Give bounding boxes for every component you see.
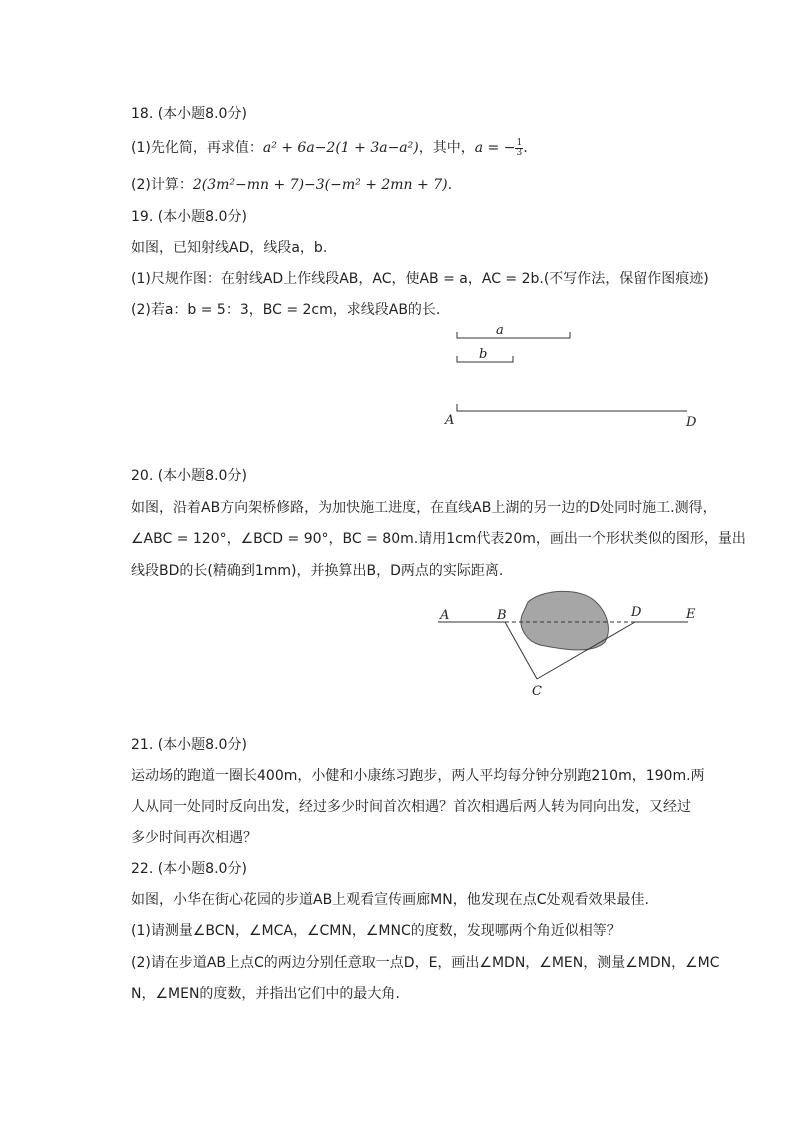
label-a: a	[496, 323, 504, 338]
q22-header: 22. (本小题8.0分)	[131, 861, 247, 877]
q19-part1: (1)尺规作图：在射线AD上作线段AB，AC，使AB = a，AC = 2b.(不写作法，保留作图痕迹)	[131, 271, 709, 287]
q20-line2: ∠ABC = 120°，∠BCD = 90°，BC = 80m.请用1cm代表20m，画出一个形状类似的图形，量出	[131, 531, 746, 547]
q18-part1-mid: ，其中，	[418, 140, 475, 156]
q18-header: 18. (本小题8.0分)	[131, 106, 247, 122]
ray-ad	[457, 404, 687, 411]
label-a: A	[440, 608, 450, 623]
fraction-denominator: 3	[516, 147, 523, 158]
label-c: C	[532, 684, 542, 699]
lake-shape	[521, 591, 608, 650]
q19-header: 19. (本小题8.0分)	[131, 209, 247, 225]
q20-line3: 线段BD的长(精确到1mm)，并换算出B，D两点的实际距离.	[131, 563, 504, 579]
segment-a	[457, 332, 570, 338]
q21-header: 21. (本小题8.0分)	[131, 737, 247, 753]
q22-part1: (1)请测量∠BCN，∠MCA，∠CMN，∠MNC的度数，发现哪两个角近似相等？	[131, 923, 621, 939]
q18-part2-end: .	[447, 177, 453, 193]
q18-part1-end: .	[523, 140, 528, 156]
q20-header: 20. (本小题8.0分)	[131, 468, 247, 484]
q18-part2-expression: 2(3m²−mn + 7)−3(−m² + 2mn + 7)	[192, 177, 448, 193]
q19-part2: (2)若a：b = 5：3，BC = 2cm，求线段AB的长.	[131, 302, 441, 318]
q18-part1-value-lhs: a = −	[474, 140, 516, 156]
label-e: E	[686, 607, 696, 622]
label-b: b	[479, 347, 488, 362]
q19-figure	[440, 318, 710, 433]
label-point-d: D	[686, 415, 697, 430]
q22-part2-line2: N，∠MEN的度数，并指出它们中的最大角.	[131, 986, 400, 1002]
q19-intro: 如图，已知射线AD，线段a，b.	[131, 240, 328, 256]
q18-part1-prefix: (1)先化简，再求值：	[131, 140, 263, 156]
q18-part1-expression: a² + 6a−2(1 + 3a−a²)	[262, 140, 419, 156]
q21-line1: 运动场的跑道一圈长400m，小健和小康练习跑步，两人平均每分钟分别跑210m，190m.两	[131, 768, 705, 784]
q18-part1	[131, 138, 528, 158]
q18-part2	[131, 175, 452, 195]
q20-line1: 如图，沿着AB方向架桥修路，为加快施工进度，在直线AB上湖的另一边的D处同时施工.测得，	[131, 500, 717, 516]
q18-part2-prefix: (2)计算：	[131, 177, 193, 193]
label-point-a: A	[445, 413, 455, 428]
q22-part2-line1: (2)请在步道AB上点C的两边分别任意取一点D，E，画出∠MDN，∠MEN，测量∠MDN，∠MC	[131, 955, 720, 971]
fraction-numerator: 1	[516, 137, 523, 148]
q21-line3: 多少时间再次相遇？	[131, 830, 257, 846]
label-d: D	[631, 605, 642, 620]
label-b: B	[497, 608, 507, 623]
q21-line2: 人从同一处同时反向出发，经过多少时间首次相遇？首次相遇后两人转为同向出发，又经过	[131, 799, 691, 815]
q22-intro: 如图，小华在街心花园的步道AB上观看宣传画廊MN，他发现在点C处观看效果最佳.	[131, 892, 649, 908]
q20-figure	[430, 585, 710, 700]
